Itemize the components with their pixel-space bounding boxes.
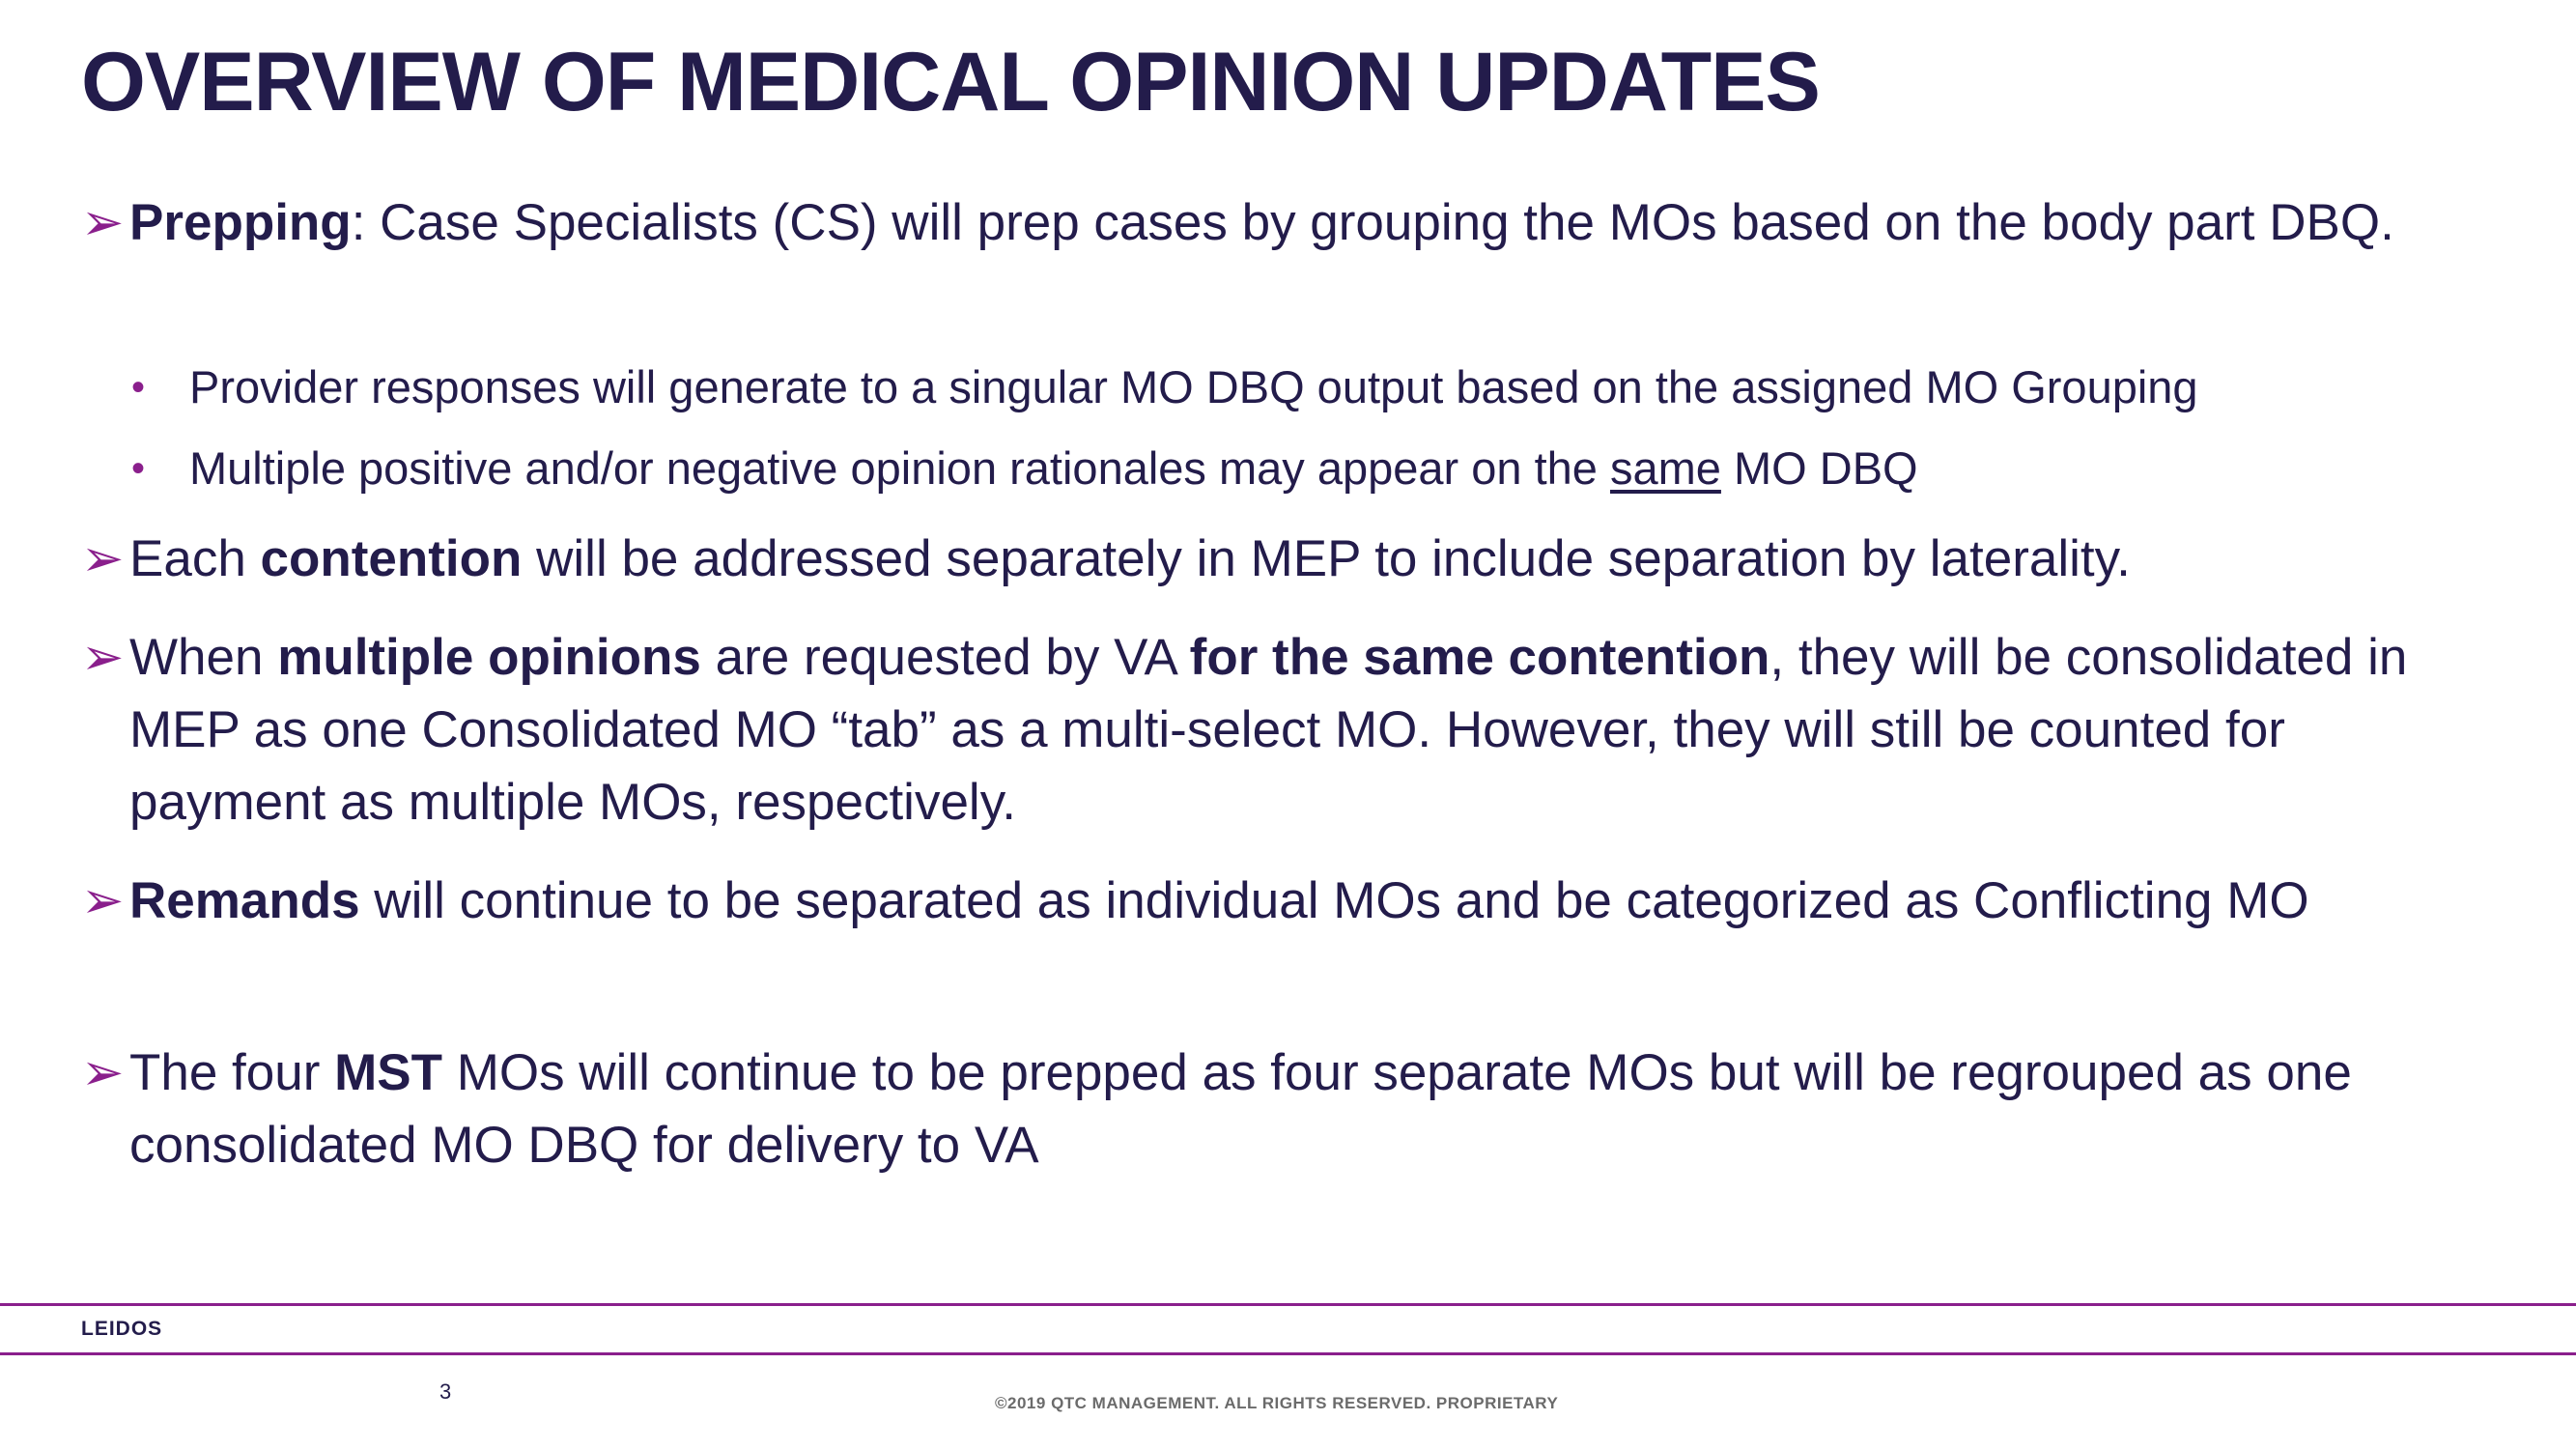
copyright-notice: ©2019 QTC MANAGEMENT. ALL RIGHTS RESERVED. PROPRIETARY bbox=[995, 1394, 1559, 1412]
sub-bullet-post: MO DBQ bbox=[1720, 442, 1918, 494]
dot-bullet-icon: • bbox=[131, 366, 146, 409]
bullet-text bbox=[129, 523, 2419, 595]
bullet-body: : Case Specialists (CS) will prep cases by grouping the MOs based on the body part DBQ. bbox=[351, 194, 2394, 251]
sub-bullet-multiple-rationales bbox=[131, 440, 2449, 497]
bullet-bold-term: contention bbox=[260, 530, 523, 587]
bullet-mid: are requested by VA bbox=[700, 629, 1190, 686]
bullet-bold-term: multiple opinions bbox=[277, 629, 701, 686]
bullet-body: , they will be consolidated in MEP as one Consolidated MO “tab” as a multi-select MO. However, they will still be counted for payment as multiple MOs, respectively. bbox=[129, 629, 2408, 831]
bullet-bold-term: Remands bbox=[129, 872, 360, 929]
bullet-multiple-opinions bbox=[81, 621, 2419, 838]
footer-rule-top bbox=[0, 1303, 2576, 1306]
arrow-bullet-icon: ➢ bbox=[81, 1044, 125, 1101]
arrow-bullet-icon: ➢ bbox=[81, 629, 125, 686]
bullet-bold-term: Prepping bbox=[129, 194, 352, 251]
arrow-bullet-icon: ➢ bbox=[81, 530, 125, 587]
bullet-text bbox=[129, 1037, 2419, 1181]
bullet-text bbox=[129, 865, 2419, 937]
bullet-contention bbox=[81, 523, 2419, 595]
underlined-word: same bbox=[1609, 442, 1721, 494]
footer-rule-bottom bbox=[0, 1352, 2576, 1355]
bullet-body: MOs will continue to be prepped as four separate MOs but will be regrouped as one consolidated MO DBQ for delivery to VA bbox=[129, 1044, 2352, 1174]
bullet-bold-term-2: for the same contention bbox=[1189, 629, 1770, 686]
sub-bullet-text: Provider responses will generate to a singular MO DBQ output based on the assigned MO Grouping bbox=[189, 361, 2198, 412]
bullet-text bbox=[129, 621, 2419, 838]
sub-bullet-provider-responses bbox=[131, 358, 2449, 416]
bullet-prepping bbox=[81, 186, 2419, 259]
slide-title: OVERVIEW OF MEDICAL OPINION UPDATES bbox=[81, 36, 1820, 128]
bullet-mst bbox=[81, 1037, 2419, 1181]
bullet-pre: Each bbox=[129, 530, 261, 587]
dot-bullet-icon: • bbox=[131, 447, 146, 490]
bullet-remands bbox=[81, 865, 2419, 937]
arrow-bullet-icon: ➢ bbox=[81, 872, 125, 929]
bullet-pre: The four bbox=[129, 1044, 335, 1101]
page-number: 3 bbox=[439, 1379, 452, 1404]
arrow-bullet-icon: ➢ bbox=[81, 194, 125, 251]
footer-brand: LEIDOS bbox=[81, 1318, 163, 1340]
bullet-body: will be addressed separately in MEP to include separation by laterality. bbox=[522, 530, 2131, 587]
sub-bullet-text bbox=[189, 440, 2449, 497]
bullet-body: will continue to be separated as individual MOs and be categorized as Conflicting MO bbox=[359, 872, 2309, 929]
sub-bullet-pre: Multiple positive and/or negative opinion rationales may appear on the bbox=[189, 442, 1610, 494]
bullet-bold-term: MST bbox=[334, 1044, 442, 1101]
bullet-pre: When bbox=[129, 629, 278, 686]
bullet-text bbox=[129, 186, 2419, 259]
